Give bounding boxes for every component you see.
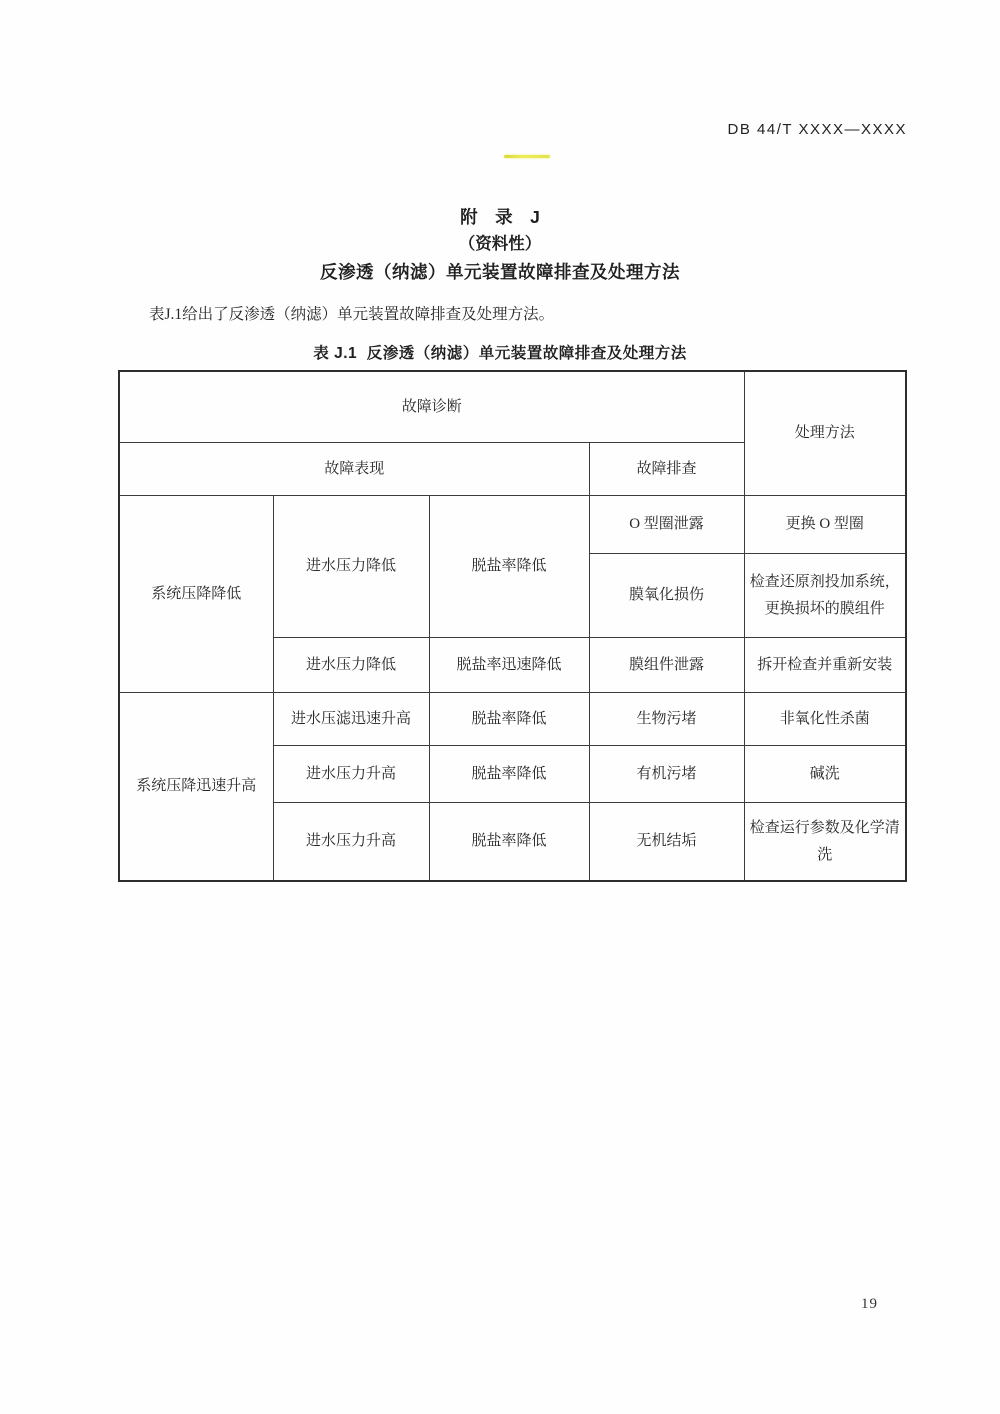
cell-cause: 膜氧化损伤 <box>589 554 744 638</box>
header-cell-symptom: 故障表现 <box>119 443 589 496</box>
cell-cause: 生物污堵 <box>589 693 744 746</box>
header-cell-investigation: 故障排查 <box>589 443 744 496</box>
appendix-informative-label: （资料性） <box>458 235 542 253</box>
cell-treatment: 检查还原剂投加系统，更换损坏的膜组件 <box>744 554 906 638</box>
cell-system-group-1: 系统压降降低 <box>119 496 273 693</box>
standard-code: DB 44/T XXXX—XXXX <box>727 121 907 138</box>
cell-salt-rejection: 脱盐率降低 <box>429 803 589 882</box>
cell-system-group-2: 系统压降迅速升高 <box>119 693 273 882</box>
intro-paragraph: 表J.1给出了反渗透（纳滤）单元装置故障排查及处理方法。 <box>149 306 555 323</box>
table-caption: 表 J.1 反渗透（纳滤）单元装置故障排查及处理方法 <box>313 345 687 362</box>
appendix-title-block <box>0 204 1000 286</box>
cell-treatment: 拆开检查并重新安装 <box>744 638 906 693</box>
cell-cause: 有机污堵 <box>589 746 744 803</box>
appendix-title: 附 录 J <box>460 207 540 227</box>
cell-feed-pressure: 进水压力降低 <box>273 496 429 638</box>
cell-salt-rejection: 脱盐率降低 <box>429 693 589 746</box>
cell-feed-pressure: 进水压滤迅速升高 <box>273 693 429 746</box>
table-row <box>119 693 906 746</box>
header-cell-treatment: 处理方法 <box>744 371 906 496</box>
cell-cause: O 型圈泄露 <box>589 496 744 554</box>
cell-feed-pressure: 进水压力降低 <box>273 638 429 693</box>
cell-feed-pressure: 进水压力升高 <box>273 746 429 803</box>
cell-salt-rejection: 脱盐率降低 <box>429 496 589 638</box>
cell-treatment: 碱洗 <box>744 746 906 803</box>
cell-cause: 膜组件泄露 <box>589 638 744 693</box>
table-header-row-1 <box>119 371 906 443</box>
cell-treatment: 非氧化性杀菌 <box>744 693 906 746</box>
cell-salt-rejection: 脱盐率迅速降低 <box>429 638 589 693</box>
cell-cause: 无机结垢 <box>589 803 744 882</box>
appendix-subject-title: 反渗透（纳滤）单元装置故障排查及处理方法 <box>320 262 680 282</box>
table-row <box>119 496 906 554</box>
cell-treatment: 检查运行参数及化学清洗 <box>744 803 906 882</box>
cell-salt-rejection: 脱盐率降低 <box>429 746 589 803</box>
yellow-highlight-mark <box>504 155 550 158</box>
cell-treatment: 更换 O 型圈 <box>744 496 906 554</box>
header-cell-diagnosis: 故障诊断 <box>119 371 744 443</box>
page-number: 19 <box>861 1296 878 1312</box>
cell-feed-pressure: 进水压力升高 <box>273 803 429 882</box>
fault-troubleshooting-table <box>118 370 907 882</box>
